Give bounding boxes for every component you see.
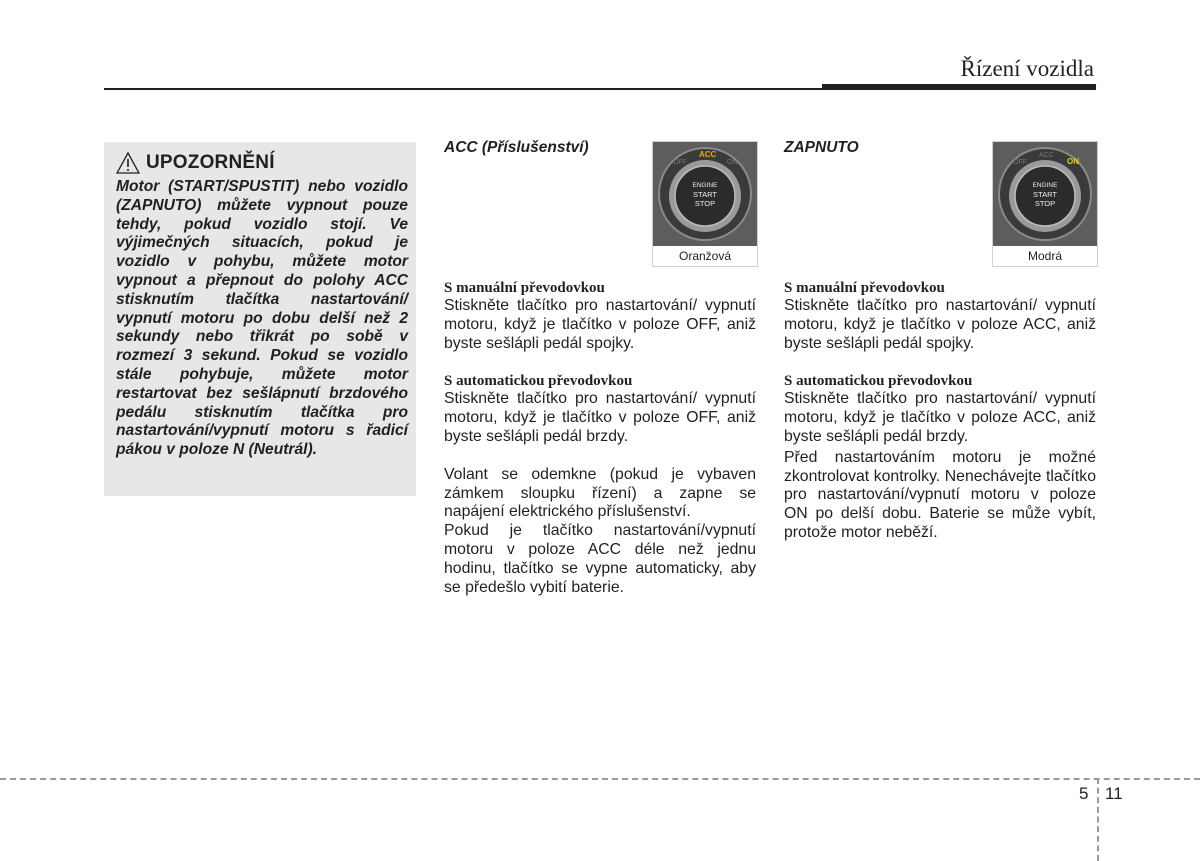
acc-note-1: Volant se odemkne (pokud je vybaven zámkem sloupku řízení) a zapne se napájení elektrického příslušenství. bbox=[444, 465, 756, 521]
on-lit-label: ON bbox=[1067, 157, 1079, 166]
engine-start-button-acc-image bbox=[653, 142, 757, 246]
footer-divider bbox=[1097, 778, 1099, 861]
acc-manual-text: Stiskněte tlačítko pro nastartování/ vypnutí motoru, když je tlačítko v poloze OFF, aniž byste sešlápli pedál spojky. bbox=[444, 297, 756, 352]
page-header-title: Řízení vozidla bbox=[960, 56, 1094, 81]
svg-text:OFF: OFF bbox=[673, 159, 687, 166]
on-photo-caption: Modrá bbox=[993, 246, 1097, 266]
svg-text:OFF: OFF bbox=[1013, 159, 1027, 166]
svg-text:ON: ON bbox=[727, 159, 738, 166]
warning-icon bbox=[116, 152, 140, 174]
warning-box bbox=[104, 142, 416, 496]
on-button-photo bbox=[992, 141, 1098, 267]
acc-lit-label: ACC bbox=[699, 150, 717, 159]
svg-text:ENGINE: ENGINE bbox=[1032, 182, 1058, 189]
svg-text:STOP: STOP bbox=[1034, 199, 1056, 208]
acc-auto-text: Stiskněte tlačítko pro nastartování/ vypnutí motoru, když je tlačítko v poloze OFF, aniž byste sešlápli pedál brzdy. bbox=[444, 390, 756, 445]
acc-photo-caption: Oranžová bbox=[653, 246, 757, 266]
acc-section-title: ACC (Příslušenství) bbox=[444, 139, 589, 156]
svg-text:START: START bbox=[693, 190, 717, 199]
engine-start-button-on-image bbox=[993, 142, 1097, 246]
header-rule bbox=[104, 88, 1096, 90]
svg-text:START: START bbox=[1033, 190, 1057, 199]
on-auto-text: Stiskněte tlačítko pro nastartování/ vypnutí motoru, když je tlačítko v poloze ACC, aniž byste sešlápli pedál brzdy. bbox=[784, 390, 1096, 445]
acc-text-column bbox=[444, 280, 756, 597]
svg-text:ENGINE: ENGINE bbox=[692, 182, 718, 189]
on-section-title: ZAPNUTO bbox=[784, 139, 859, 156]
on-text-column bbox=[784, 280, 1096, 543]
acc-auto-heading: S automatickou převodovkou bbox=[444, 373, 633, 390]
svg-text:STOP: STOP bbox=[694, 199, 716, 208]
acc-manual-heading: S manuální převodovkou bbox=[444, 280, 605, 296]
acc-button-photo bbox=[652, 141, 758, 267]
on-note: Před nastartováním motoru je možné zkontrolovat kontrolky. Nenechávejte tlačítko pro nastartování/vypnutí motoru v poloze ON po delší dobu. Baterie se může vybít, protože motor neběží. bbox=[784, 448, 1096, 541]
page-number: 11 bbox=[1105, 784, 1123, 803]
on-auto-heading: S automatickou převodovkou bbox=[784, 373, 973, 390]
footer-rule bbox=[0, 778, 1200, 780]
warning-header bbox=[116, 152, 275, 174]
warning-title: UPOZORNĚNÍ bbox=[146, 152, 275, 173]
svg-text:ACC: ACC bbox=[1039, 152, 1054, 159]
on-manual-heading: S manuální převodovkou bbox=[784, 280, 945, 296]
acc-note-2: Pokud je tlačítko nastartování/vypnutí motoru v poloze ACC déle než jednu hodinu, tlačítko se vypne automaticky, aby se předešlo vybití baterie. bbox=[444, 522, 756, 596]
on-manual-text: Stiskněte tlačítko pro nastartování/ vypnutí motoru, když je tlačítko v poloze ACC, aniž byste sešlápli pedál spojky. bbox=[784, 297, 1096, 352]
chapter-number: 5 bbox=[1079, 784, 1089, 803]
warning-body: Motor (START/SPUSTIT) nebo vozidlo (ZAPNUTO) můžete vypnout pouze tehdy, pokud vozidlo stojí. Ve výjimečných situacích, pokud je vozidlo v pohybu, můžete motor vypnout a přepnout do polohy ACC stisknutím tlačítka nastartování/ vypnutí motoru po dobu delší než 2 sekundy nebo třikrát po sobě v rozmezí 3 sekund. Pokud se vozidlo stále pohybuje, můžete motor restartovat bez sešlápnutí brzdového pedálu stisknutím tlačítka pro nastartování/vypnutí motoru s řadicí pákou v poloze N (Neutrál). bbox=[116, 178, 408, 459]
